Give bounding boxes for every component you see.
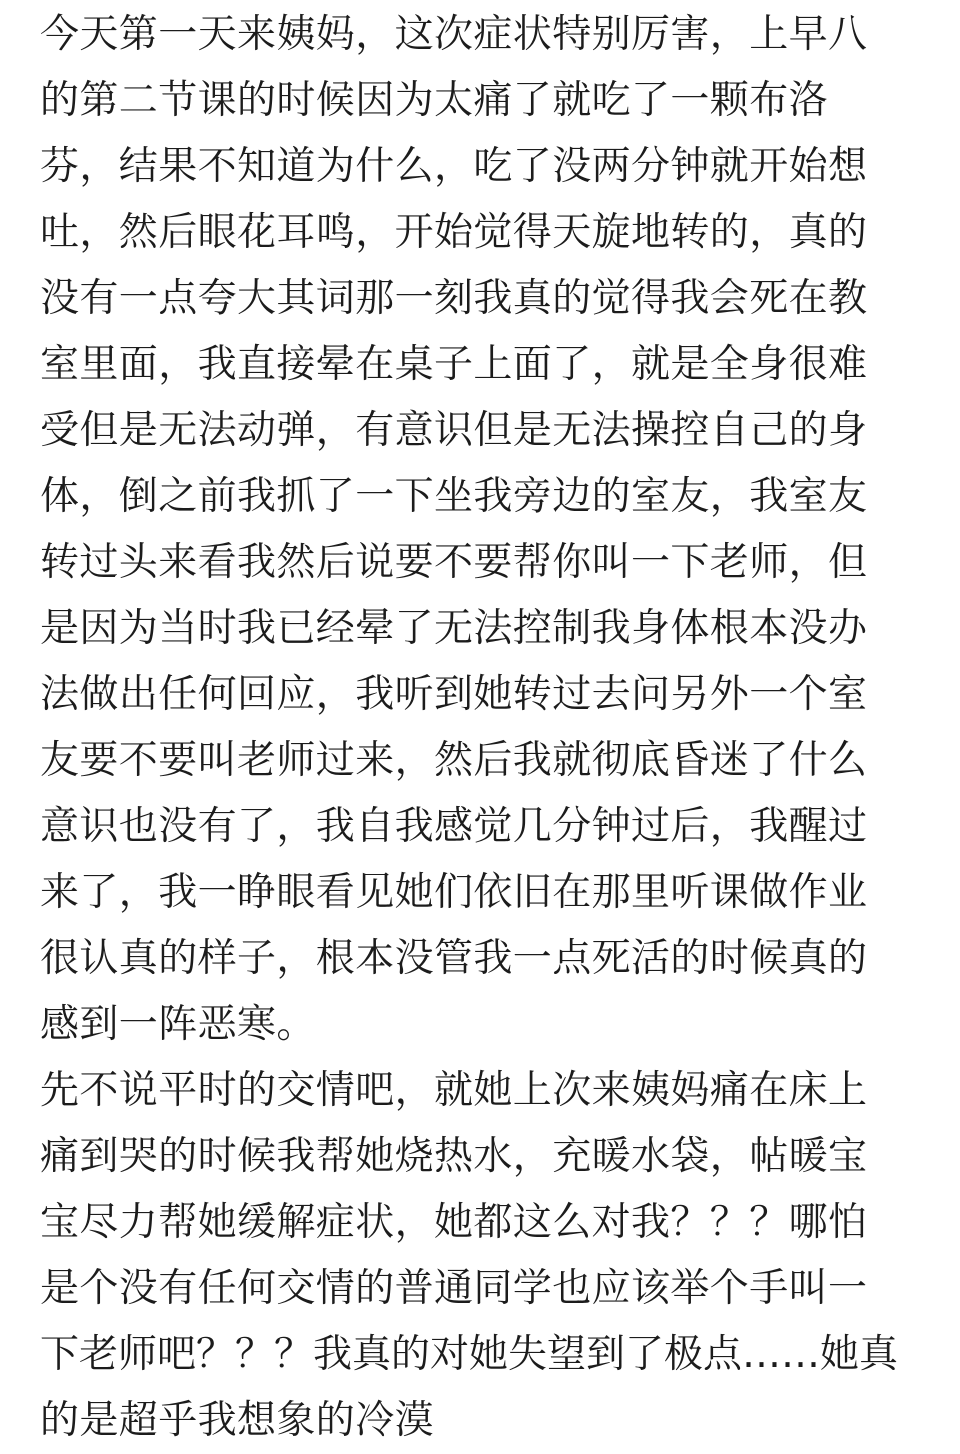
post-text-line: 的是超乎我想象的冷漠 (40, 1398, 435, 1443)
post-text-line: 的第二节课的时候因为太痛了就吃了一颗布洛 (40, 78, 829, 123)
post-text-line: 转过头来看我然后说要不要帮你叫一下老师，但 (40, 540, 868, 585)
post-body (40, 2, 920, 1454)
post-text-line: 是因为当时我已经晕了无法控制我身体根本没办 (40, 606, 868, 651)
post-text-line: 感到一阵恶寒。 (40, 1002, 316, 1047)
post-text-line: 先不说平时的交情吧，就她上次来姨妈痛在床上 (40, 1068, 868, 1113)
post-text-line: 今天第一天来姨妈，这次症状特别厉害，上早八 (40, 12, 868, 57)
post-text-line: 下老师吧？？？我真的对她失望到了极点……她真 (40, 1332, 899, 1377)
post-text-line: 吐，然后眼花耳鸣，开始觉得天旋地转的，真的 (40, 210, 868, 255)
post-text-line: 室里面，我直接晕在桌子上面了，就是全身很难 (40, 342, 868, 387)
post-text-line: 意识也没有了，我自我感觉几分钟过后，我醒过 (40, 804, 868, 849)
post-text-line: 没有一点夸大其词那一刻我真的觉得我会死在教 (40, 276, 868, 321)
post-text-line: 痛到哭的时候我帮她烧热水，充暖水袋，帖暖宝 (40, 1134, 868, 1179)
post-text-line: 法做出任何回应，我听到她转过去问另外一个室 (40, 672, 868, 717)
post-text-line: 体，倒之前我抓了一下坐我旁边的室友，我室友 (40, 474, 868, 519)
post-text-line: 很认真的样子，根本没管我一点死活的时候真的 (40, 936, 868, 981)
post-text-line: 友要不要叫老师过来，然后我就彻底昏迷了什么 (40, 738, 868, 783)
post-text-line: 芬，结果不知道为什么，吃了没两分钟就开始想 (40, 144, 868, 189)
post-text-line: 来了，我一睁眼看见她们依旧在那里听课做作业 (40, 870, 868, 915)
post-text-line: 是个没有任何交情的普通同学也应该举个手叫一 (40, 1266, 868, 1311)
post-text-line: 受但是无法动弹，有意识但是无法操控自己的身 (40, 408, 868, 453)
post-text-line: 宝尽力帮她缓解症状，她都这么对我？？？哪怕 (40, 1200, 868, 1245)
